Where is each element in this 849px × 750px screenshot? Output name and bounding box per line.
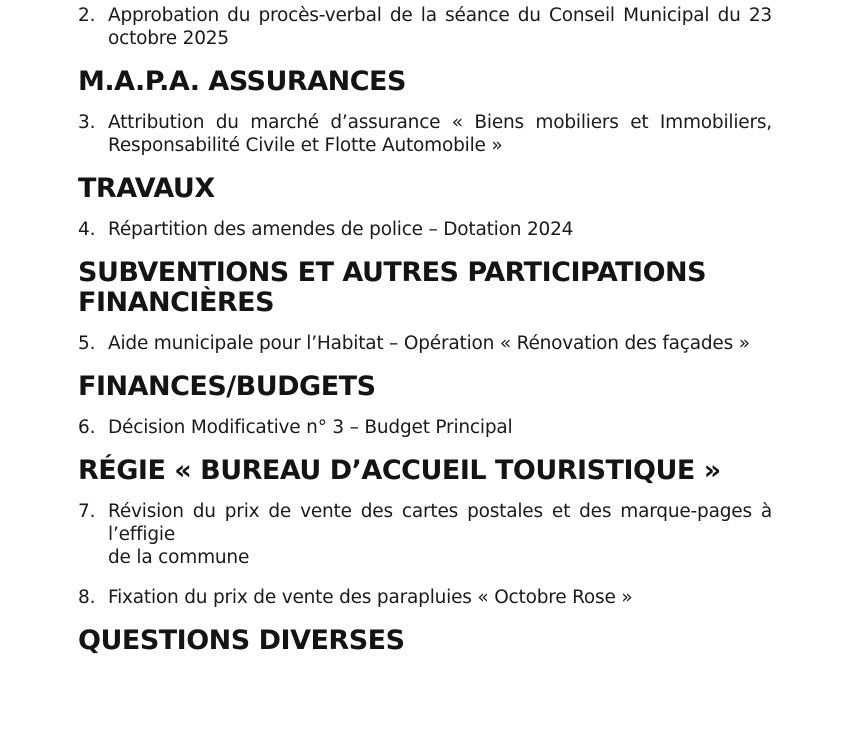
agenda-item-8 — [78, 586, 772, 609]
item-text-line: Responsabilité Civile et Flotte Automobile » — [108, 135, 503, 156]
section-heading-finances-budgets — [78, 372, 772, 402]
item-number: 6. — [78, 417, 96, 438]
item-number: 2. — [78, 5, 96, 26]
item-text-line: octobre 2025 — [108, 28, 229, 49]
agenda-item-2 — [78, 4, 772, 50]
agenda-item-5 — [78, 332, 772, 355]
item-text-line: Approbation du procès-verbal de la séance du Conseil Municipal du 23 — [108, 5, 772, 26]
agenda-item-4 — [78, 218, 772, 241]
heading-line: FINANCES/BUDGETS — [78, 371, 376, 402]
item-number: 5. — [78, 333, 96, 354]
heading-line: QUESTIONS DIVERSES — [78, 625, 405, 656]
section-heading-subventions — [78, 258, 772, 318]
item-number: 8. — [78, 587, 96, 608]
item-text-line: Révision du prix de vente des cartes postales et des marque-pages à l’effigie — [108, 501, 772, 545]
item-text-line: Aide municipale pour l’Habitat – Opération « Rénovation des façades » — [108, 333, 750, 354]
section-heading-mapa-assurances — [78, 67, 772, 97]
heading-line: RÉGIE « BUREAU D’ACCUEIL TOURISTIQUE » — [78, 455, 721, 486]
item-number: 4. — [78, 219, 96, 240]
item-number: 3. — [78, 112, 96, 133]
item-text-line: Fixation du prix de vente des parapluies « Octobre Rose » — [108, 587, 633, 608]
item-text-line: Attribution du marché d’assurance « Biens mobiliers et Immobiliers, — [108, 112, 772, 133]
agenda-item-3 — [78, 111, 772, 157]
item-text-line: Répartition des amendes de police – Dotation 2024 — [108, 219, 574, 240]
section-heading-regie-bureau-accueil — [78, 456, 772, 486]
item-text-line: Décision Modificative n° 3 – Budget Principal — [108, 417, 513, 438]
heading-line: TRAVAUX — [78, 173, 215, 204]
heading-line: SUBVENTIONS ET AUTRES PARTICIPATIONS — [78, 257, 707, 288]
heading-line: M.A.P.A. ASSURANCES — [78, 66, 406, 97]
section-heading-questions-diverses — [78, 626, 772, 656]
item-text-line: de la commune — [108, 547, 250, 568]
item-number: 7. — [78, 501, 96, 522]
agenda-item-7 — [78, 500, 772, 569]
agenda-item-6 — [78, 416, 772, 439]
section-heading-travaux — [78, 174, 772, 204]
heading-line: FINANCIÈRES — [78, 287, 275, 318]
